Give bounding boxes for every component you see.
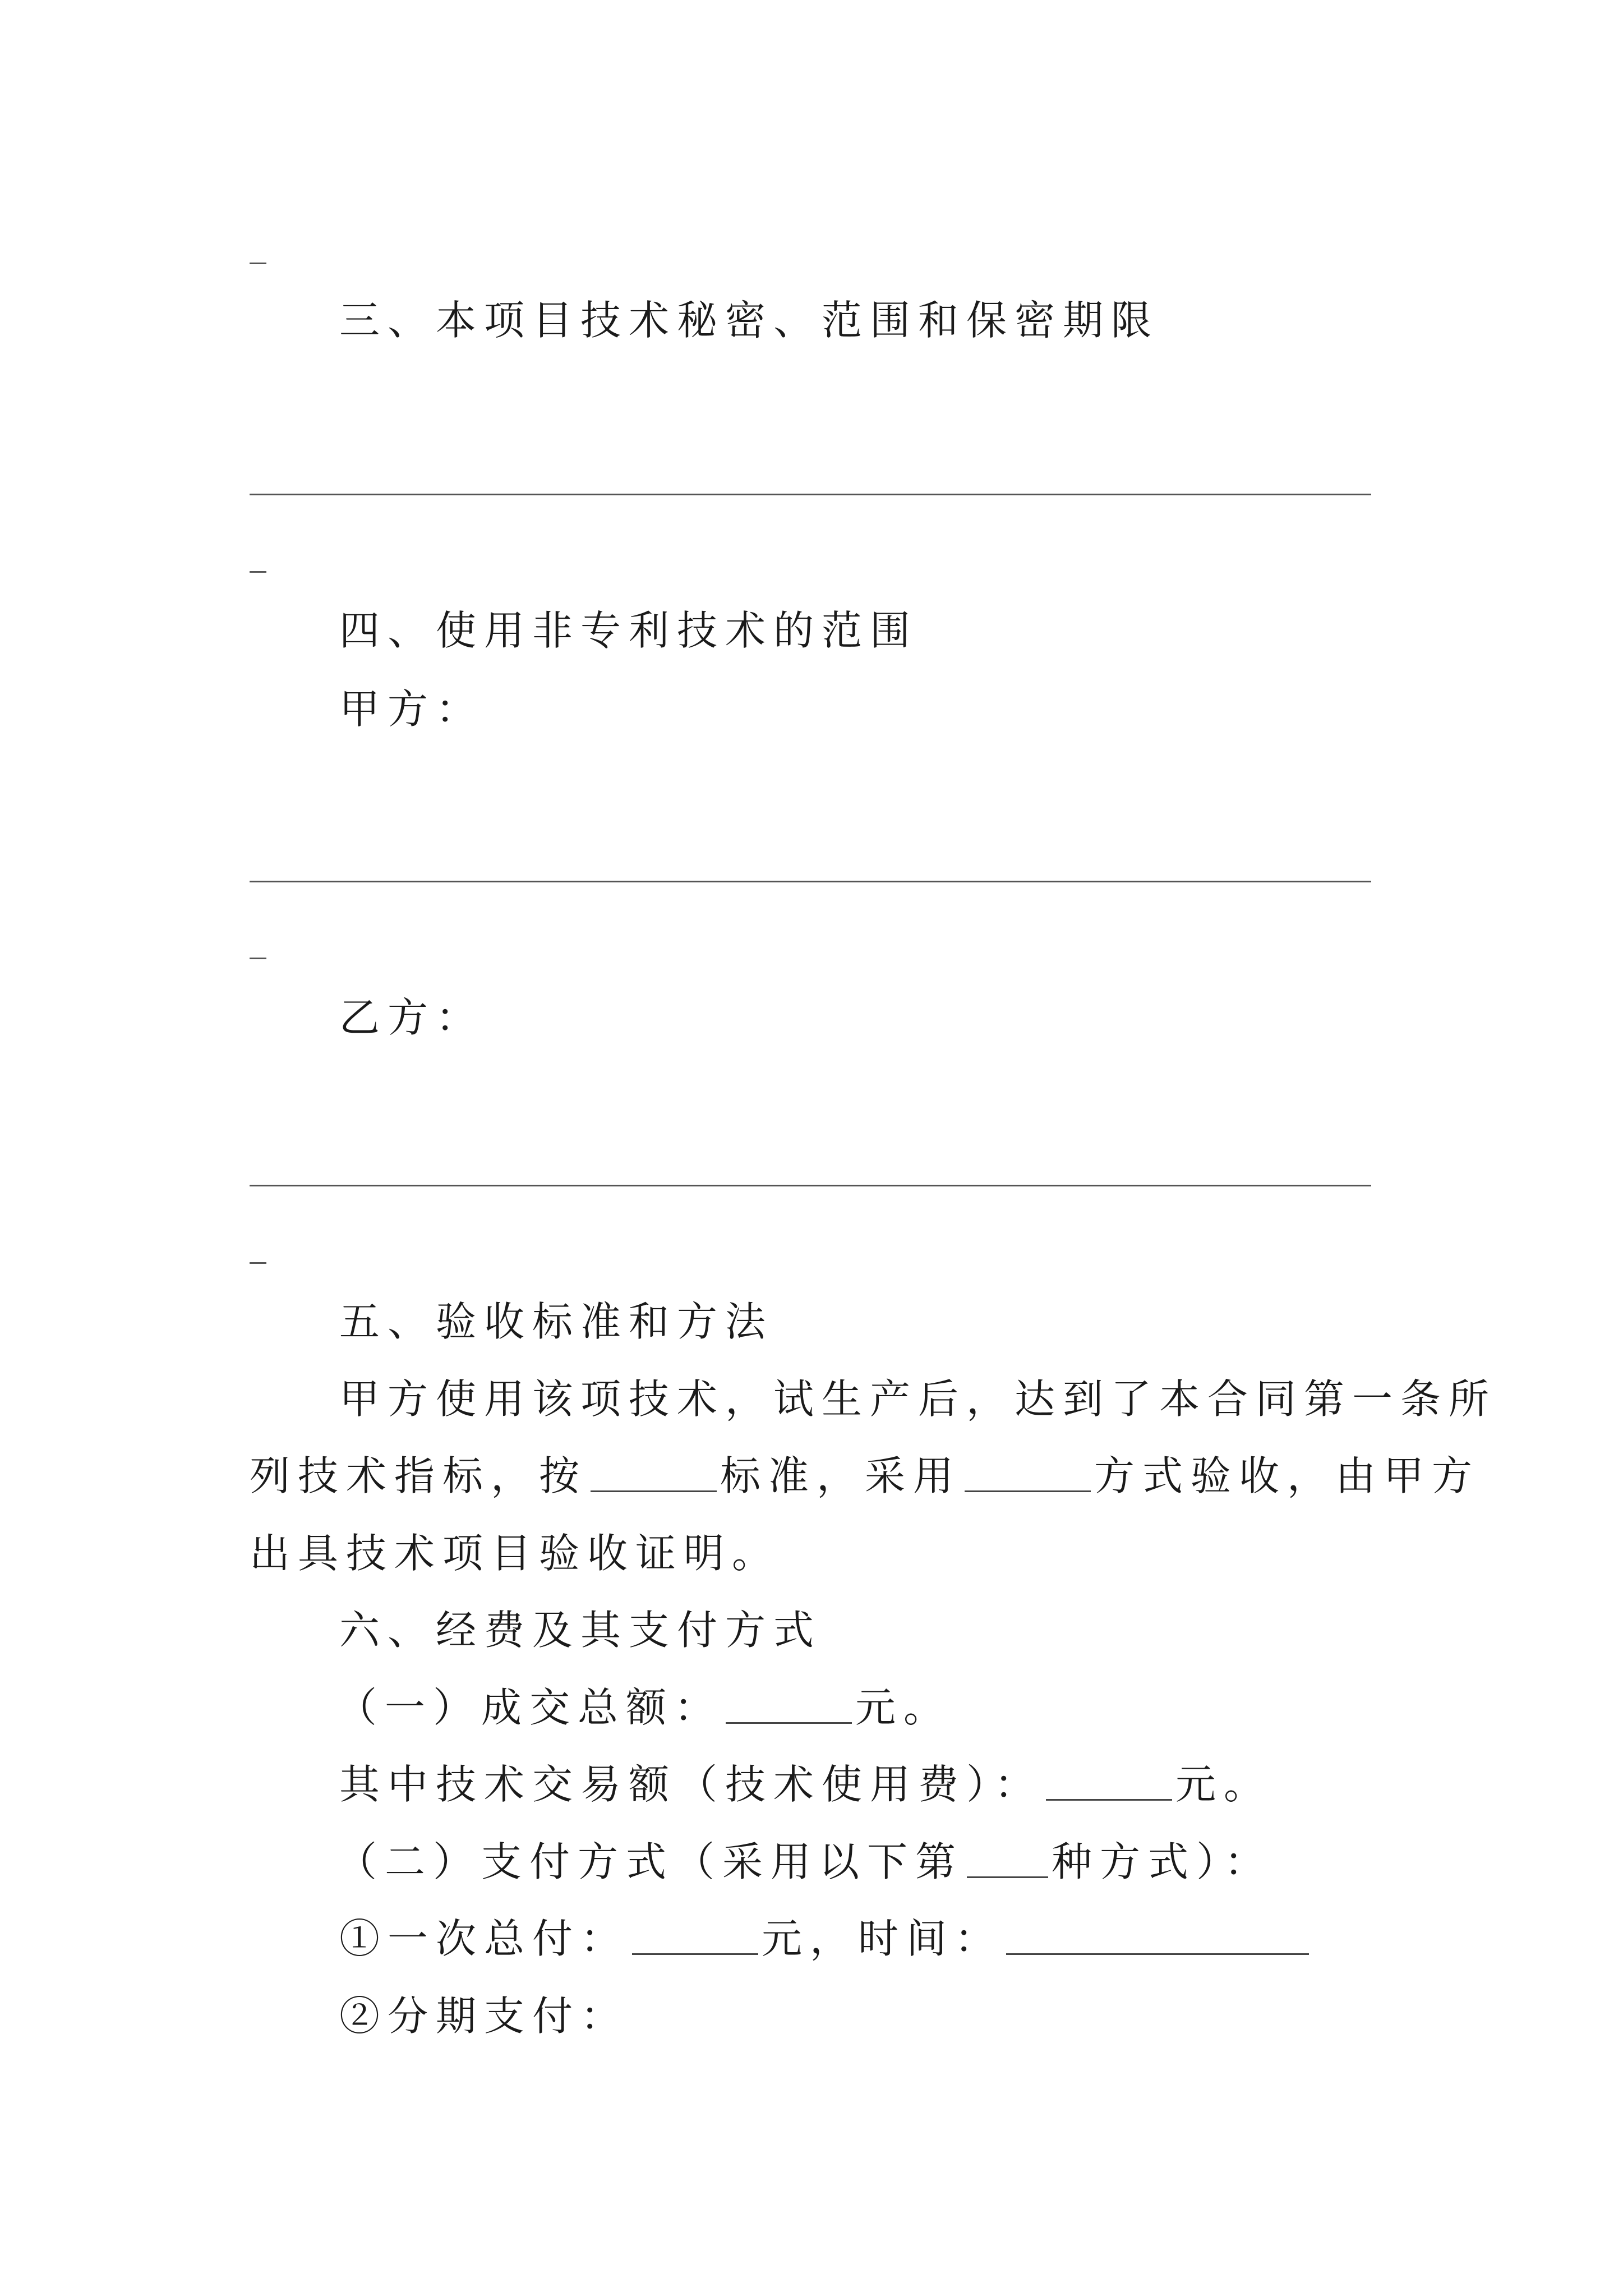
installment-line: ②分期支付： — [339, 1993, 629, 2040]
payment-option-blank — [967, 1843, 1048, 1878]
lump-sum-label: ①一次总付： — [339, 1915, 629, 1962]
line-continuation-mark — [250, 958, 266, 959]
section-5-body-line-2 — [250, 1452, 1481, 1499]
lump-sum-time-blank — [1006, 1920, 1309, 1955]
payment-method-line — [336, 1838, 1273, 1885]
party-b-label: 乙方： — [339, 994, 485, 1041]
lump-sum-line — [339, 1915, 1312, 1962]
total-amount-blank — [726, 1688, 852, 1724]
fill-in-line — [250, 881, 1371, 882]
method-blank — [965, 1457, 1091, 1492]
section-6-title: 六、经费及其支付方式 — [339, 1607, 822, 1654]
tech-fee-label: 其中技术交易额（技术使用费）： — [339, 1761, 1043, 1808]
lump-sum-amount-blank — [632, 1920, 758, 1955]
section-4-title: 四、使用非专利技术的范围 — [339, 607, 919, 654]
payment-method-suffix: 种方式）： — [1052, 1838, 1273, 1885]
section-5-title: 五、验收标准和方法 — [339, 1298, 774, 1345]
party-a-label: 甲方： — [339, 685, 485, 733]
fill-in-line — [250, 494, 1371, 495]
total-amount-label: （一）成交总额： — [336, 1684, 723, 1731]
fill-in-line — [250, 1185, 1371, 1186]
currency-unit: 元。 — [1175, 1761, 1272, 1808]
section-3-title: 三、本项目技术秘密、范围和保密期限 — [339, 297, 1160, 344]
section-5-body-line-3: 出具技术项目验收证明。 — [250, 1530, 781, 1577]
line-continuation-mark — [250, 571, 266, 573]
tech-fee-line — [339, 1761, 1272, 1808]
line-continuation-mark — [250, 1262, 266, 1264]
line-continuation-mark — [250, 263, 266, 264]
currency-unit: 元。 — [855, 1684, 952, 1731]
section-5-text: 列技术指标，按 — [250, 1452, 588, 1499]
section-5-text: 方式验收，由甲方 — [1094, 1452, 1481, 1499]
total-amount-line — [336, 1684, 952, 1731]
standard-blank — [591, 1457, 717, 1492]
section-5-text: 标准，采用 — [720, 1452, 962, 1499]
lump-sum-time-label: 元，时间： — [762, 1915, 1003, 1962]
section-5-body-line-1: 甲方使用该项技术，试生产后，达到了本合同第一条所 — [339, 1375, 1497, 1423]
tech-fee-blank — [1046, 1765, 1172, 1801]
payment-method-label: （二）支付方式（采用以下第 — [336, 1838, 964, 1885]
